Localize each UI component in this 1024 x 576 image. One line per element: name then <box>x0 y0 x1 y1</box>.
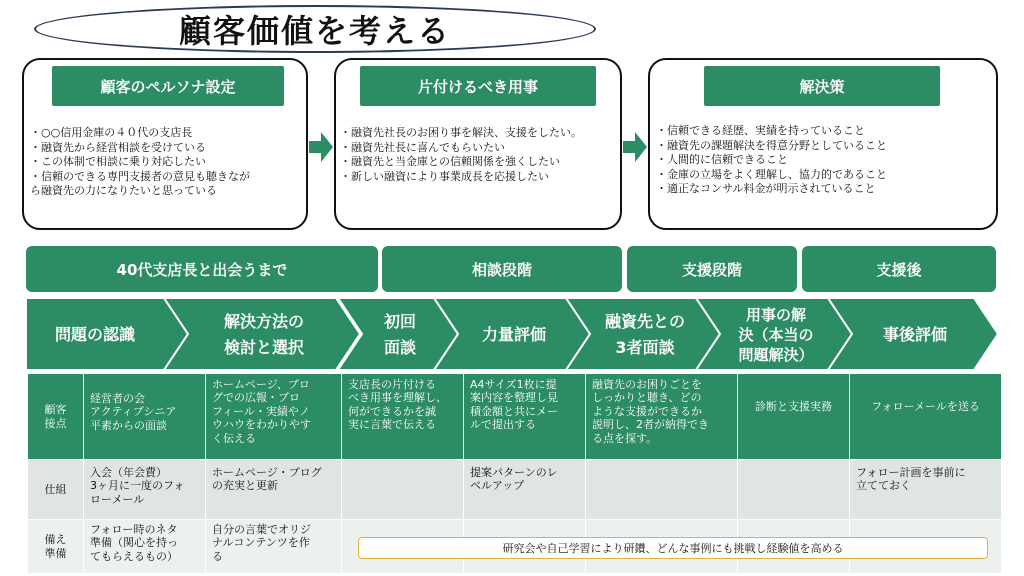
solution-list <box>656 124 994 197</box>
cell-text-line: ローメール <box>90 492 145 506</box>
cell-text-line: フォロー計画を事前に <box>856 466 966 479</box>
stage-support: 支援段階 <box>627 246 797 292</box>
process-step-label: 用事の解 <box>745 306 807 324</box>
jobs-header: 片付けるべき用事 <box>360 66 596 106</box>
cell-text-line: ルで提出する <box>470 418 536 432</box>
contact-cell <box>84 374 206 460</box>
process-step-label: 決（本当の <box>738 326 814 344</box>
cell-text-line: 入会（年会費） <box>90 466 167 479</box>
cell-text-line: 接点 <box>44 416 67 430</box>
process-step-chevron <box>566 298 720 370</box>
jobs-list <box>340 126 618 184</box>
flow-arrow-1 <box>309 132 333 162</box>
system-cell <box>464 460 586 520</box>
stage-consultation: 相談段階 <box>382 246 622 292</box>
solution-item: ・適正なコンサル料金が明示されていること <box>656 182 876 196</box>
system-cell <box>850 460 1002 520</box>
cell-text-line: フィール・実績やノ <box>212 404 310 418</box>
cell-text-line: 平素からの面談 <box>90 418 167 432</box>
cell-text-line: ナルコンテンツを作 <box>212 536 310 550</box>
stage-before-meeting: 40代支店長と出会うまで <box>26 246 378 292</box>
page-title: 顧客価値を考える <box>178 12 451 50</box>
cell-text-line: てもらえるもの） <box>90 549 178 563</box>
contact-cell <box>206 374 342 460</box>
contact-cell <box>586 374 738 460</box>
cell-text-line: グでの広報・ブロ <box>212 391 300 405</box>
cell-text-line: ホームページ・ブログ <box>212 466 322 479</box>
process-step-label: 問題解決） <box>738 346 814 364</box>
solution-item: ・金庫の立場をよく理解し、協力的であること <box>656 167 887 181</box>
prep-common-note: 研究会や自己学習により研鑽、どんな事例にも挑戦し経験値を高める <box>358 537 988 559</box>
contact-cell <box>464 374 586 460</box>
process-step-label: 初回 <box>383 312 417 331</box>
row-header-system <box>28 460 84 520</box>
jobs-item: ・融資先社長に喜んでもらいたい <box>340 140 505 154</box>
system-cell <box>586 460 738 520</box>
contact-cell <box>850 374 1002 460</box>
persona-item: ・○○信用金庫の４０代の支店長 <box>30 126 193 139</box>
persona-item: ・信頼のできる専門支援者の意見も聴きなが <box>30 169 250 183</box>
system-cell <box>342 460 464 520</box>
cell-text-line: しっかりと聴き、どの <box>592 391 702 405</box>
jobs-item: ・融資先と当金庫との信頼関係を強くしたい <box>340 155 560 169</box>
cell-text-line: 診断と支援実務 <box>755 400 832 413</box>
row-header-contact <box>28 374 84 460</box>
cell-text-line: る <box>212 549 223 563</box>
cell-text-line: 準備 <box>44 546 67 560</box>
process-step-label: 検討と選択 <box>223 338 305 357</box>
persona-item: ・この体制で相談に乗り対応したい <box>30 155 206 169</box>
cell-text-line: 実に言葉で伝える <box>348 418 436 432</box>
cell-text-line: 経営者の会 <box>90 392 145 405</box>
cell-text-line: 説明し、2者が納得でき <box>592 418 709 432</box>
cell-text-line: アクティブシニア <box>90 405 177 419</box>
cell-text-line: 顧客 <box>44 403 67 417</box>
flow-arrow-2 <box>623 132 647 162</box>
cell-text-line: 備え <box>44 533 67 547</box>
cell-text-line: 準備（関心を持っ <box>90 536 178 550</box>
process-step-chevron <box>164 298 360 370</box>
cell-text-line: ベルアップ <box>470 479 525 493</box>
cell-text-line: の充実と更新 <box>212 479 278 493</box>
process-step-label: 面談 <box>383 338 417 357</box>
cell-text-line: フォローメールを送る <box>871 400 980 413</box>
cell-text-line: 案内容を整理し見 <box>470 391 558 405</box>
process-chevron-row <box>0 296 1024 372</box>
row-header-prep <box>28 520 84 574</box>
cell-text-line: く伝える <box>212 431 256 445</box>
cell-text-line: 何ができるかを誠 <box>348 404 436 418</box>
solution-header: 解決策 <box>704 66 940 106</box>
persona-item: ・融資先から経営相談を受けている <box>30 140 206 154</box>
process-step-label: 解決方法の <box>223 312 305 331</box>
stage-after-support: 支援後 <box>802 246 996 292</box>
jobs-item: ・融資先社長のお困り事を解決、支援をしたい。 <box>340 126 582 139</box>
cell-text-line: ような支援ができるか <box>592 404 702 418</box>
cell-text-line: A4サイズ1枚に提 <box>470 378 557 391</box>
system-cell <box>84 460 206 520</box>
prep-cell <box>206 520 342 574</box>
cell-text-line: 融資先のお困りごとを <box>592 378 702 391</box>
cell-text-line: 積金額と共にメー <box>470 404 558 418</box>
persona-header: 顧客のペルソナ設定 <box>52 66 284 106</box>
system-cell <box>738 460 850 520</box>
cell-text-line: る点を探す。 <box>592 431 658 445</box>
cell-text-line: 支店長の片付ける <box>348 378 436 391</box>
solution-item: ・信頼できる経歴、実績を持っていること <box>656 124 865 137</box>
process-step-label: 問題の認識 <box>54 325 136 344</box>
process-step-label: 事後評価 <box>882 325 948 344</box>
cell-text-line: フォロー時のネタ <box>90 523 178 536</box>
cell-text-line: ウハウをわかりやす <box>212 418 311 432</box>
cell-text-line: 立てておく <box>856 479 911 493</box>
persona-list <box>30 126 304 199</box>
system-cell <box>206 460 342 520</box>
jobs-item: ・新しい融資により事業成長を応援したい <box>340 169 549 183</box>
cell-text-line: 3ヶ月に一度のフォ <box>90 479 185 493</box>
prep-cell <box>84 520 206 574</box>
solution-item: ・融資先の課題解決を得意分野としていること <box>656 138 887 152</box>
process-step-label: 力量評価 <box>481 325 547 344</box>
cell-text-line: べき用事を理解し、 <box>348 391 447 405</box>
contact-cell <box>342 374 464 460</box>
cell-text-line: 自分の言葉でオリジ <box>212 523 311 536</box>
cell-text-line: 提案パターンのレ <box>470 466 558 479</box>
cell-text-line: 仕組 <box>44 482 67 496</box>
solution-item: ・人間的に信頼できること <box>656 153 788 167</box>
contact-cell <box>738 374 850 460</box>
cell-text-line: ホームページ、ブロ <box>212 378 310 391</box>
process-step-label: 融資先との <box>604 312 686 331</box>
persona-item: ら融資先の力になりたいと思っている <box>30 184 217 198</box>
process-step-label: 3者面談 <box>615 338 675 357</box>
